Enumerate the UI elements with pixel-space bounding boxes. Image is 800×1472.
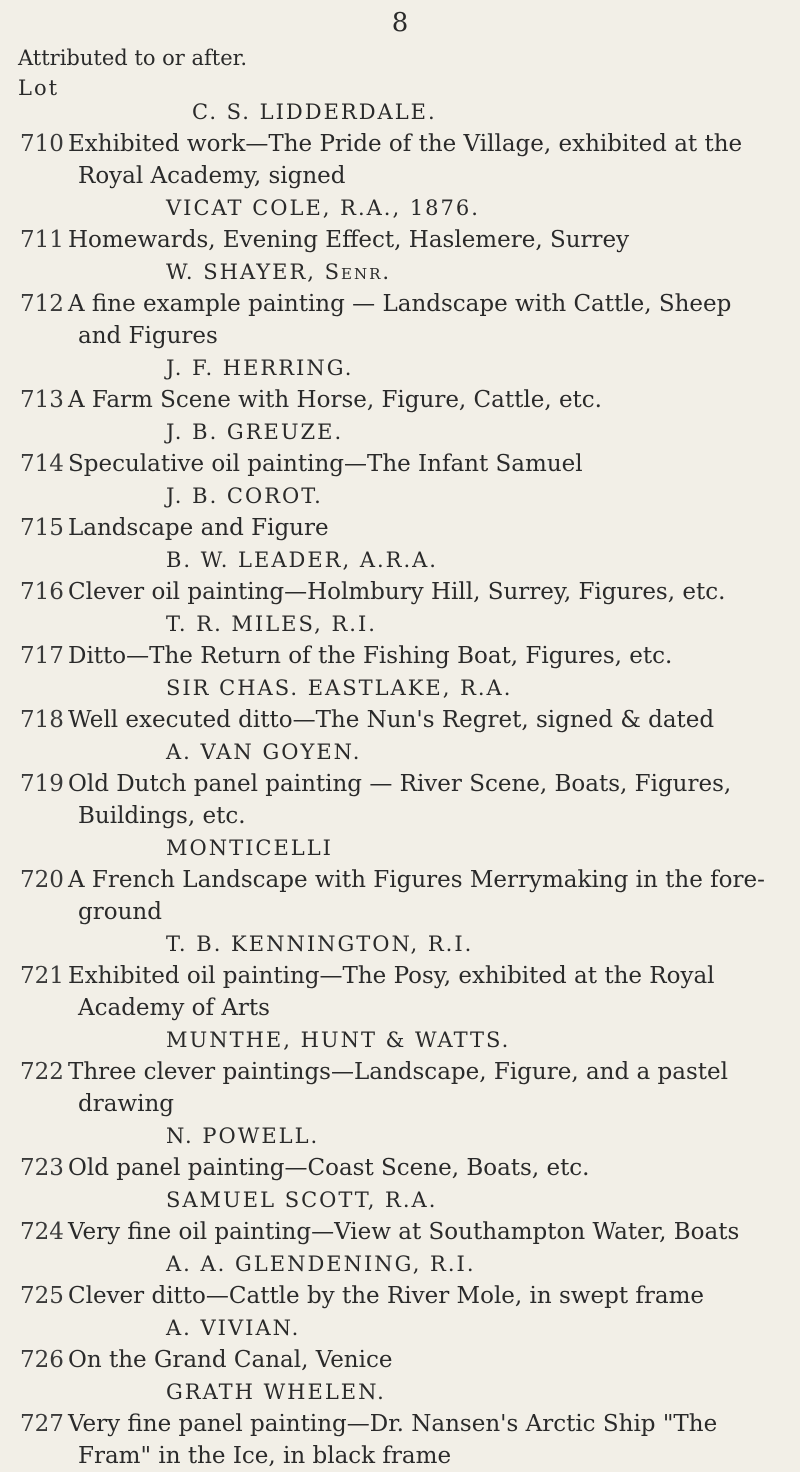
lot-description [68, 512, 790, 544]
lot-artist: MUNTHE, HUNT & WATTS. [166, 1028, 511, 1052]
lot-description [68, 1344, 790, 1376]
lot-description-line: Clever ditto—Cattle by the River Mole, in swept frame [68, 1283, 705, 1309]
lot-artist: J. B. COROT. [166, 484, 323, 508]
lot-description-line: Very fine panel painting—Dr. Nansen's Arctic Ship "The [68, 1411, 718, 1437]
lot-artist: T. R. MILES, R.I. [166, 612, 377, 636]
lot-entry [20, 1280, 790, 1312]
lot-description-line: A Farm Scene with Horse, Figure, Cattle, etc. [68, 387, 602, 413]
lot-number: 725 [20, 1283, 64, 1309]
lot-artist: J. B. GREUZE. [166, 420, 344, 444]
lot-artist: T. B. KENNINGTON, R.I. [166, 932, 474, 956]
lot-description [68, 864, 790, 928]
lot-description-line: Speculative oil painting—The Infant Samuel [68, 451, 583, 477]
lot-description-line: Old panel painting—Coast Scene, Boats, etc. [68, 1155, 590, 1181]
lot-description-line: A fine example painting — Landscape with Cattle, Sheep [68, 291, 732, 317]
lot-description [68, 224, 790, 256]
lot-number: 715 [20, 515, 64, 541]
lot-description [68, 1280, 790, 1312]
lot-description-line: Buildings, etc. [78, 803, 246, 829]
lot-description-line: Homewards, Evening Effect, Haslemere, Surrey [68, 227, 630, 253]
lot-artist: B. W. LEADER, A.R.A. [166, 548, 438, 572]
lot-number: 727 [20, 1411, 64, 1437]
lot-number: 714 [20, 451, 64, 477]
lot-number: 724 [20, 1219, 64, 1245]
lot-entry [20, 1152, 790, 1184]
lot-artist: C. S. LIDDERDALE. [192, 100, 437, 124]
lot-number: 721 [20, 963, 64, 989]
lot-description [68, 960, 790, 1024]
lot-description-line: drawing [78, 1091, 175, 1117]
lot-entry [20, 384, 790, 416]
lot-artist: A. VIVIAN. [166, 1316, 301, 1340]
lot-description-line: Three clever paintings—Landscape, Figure, and a pastel [68, 1059, 728, 1085]
lot-artist: W. SHAYER, Senr. [166, 260, 392, 284]
lot-artist: GRATH WHELEN. [166, 1380, 386, 1404]
lot-entry [20, 576, 790, 608]
lot-number: 720 [20, 867, 64, 893]
lot-number: 719 [20, 771, 64, 797]
lot-artist: A. VAN GOYEN. [166, 740, 362, 764]
lot-description [68, 128, 790, 192]
lot-description [68, 768, 790, 832]
lot-entry [20, 1408, 790, 1472]
lot-description [68, 704, 790, 736]
lot-entry [20, 640, 790, 672]
lot-artist: MONTICELLI [166, 836, 333, 860]
lot-artist: SIR CHAS. EASTLAKE, R.A. [166, 676, 513, 700]
lot-number: 711 [20, 227, 64, 253]
lot-description [68, 1216, 790, 1248]
lot-description-line: Exhibited work—The Pride of the Village, exhibited at the [68, 131, 743, 157]
lot-artist: SAMUEL SCOTT, R.A. [166, 1188, 438, 1212]
lot-description-line: Fram" in the Ice, in black frame [78, 1443, 452, 1469]
lot-description [68, 640, 790, 672]
lot-description-line: and Figures [78, 323, 218, 349]
lot-entry [20, 704, 790, 736]
catalogue-header [18, 43, 247, 103]
lot-entry [20, 224, 790, 256]
lot-artist: A. A. GLENDENING, R.I. [166, 1252, 476, 1276]
lot-entry [20, 960, 790, 1024]
lot-description-line: Well executed ditto—The Nun's Regret, signed & dated [68, 707, 715, 733]
lot-description-line: Very fine oil painting—View at Southampton Water, Boats [68, 1219, 740, 1245]
lot-number: 713 [20, 387, 64, 413]
lot-number: 723 [20, 1155, 64, 1181]
lot-entry [20, 1056, 790, 1120]
attribution-heading: Attributed to or after. [18, 46, 248, 70]
lot-artist: N. POWELL. [166, 1124, 320, 1148]
lot-description-line: Ditto—The Return of the Fishing Boat, Figures, etc. [68, 643, 673, 669]
lot-description [68, 1152, 790, 1184]
lot-entry [20, 1216, 790, 1248]
lot-description-line: Landscape and Figure [68, 515, 329, 541]
lot-description-line: Academy of Arts [78, 995, 270, 1021]
lot-entry [20, 864, 790, 928]
lot-list [20, 96, 790, 1472]
lot-entry [20, 288, 790, 352]
lot-entry [20, 128, 790, 192]
page-number: 8 [391, 8, 409, 38]
lot-description-line: Royal Academy, signed [78, 163, 346, 189]
lot-number: 712 [20, 291, 64, 317]
lot-description [68, 1408, 790, 1472]
lot-entry [20, 448, 790, 480]
lot-description-line: Exhibited oil painting—The Posy, exhibited at the Royal [68, 963, 715, 989]
lot-description-line: On the Grand Canal, Venice [68, 1347, 393, 1373]
lot-number: 722 [20, 1059, 64, 1085]
lot-description [68, 384, 790, 416]
lot-number: 717 [20, 643, 64, 669]
lot-description [68, 448, 790, 480]
lot-description-line: A French Landscape with Figures Merrymaking in the fore- [68, 867, 765, 893]
lot-description-line: ground [78, 899, 162, 925]
lot-number: 726 [20, 1347, 64, 1373]
lot-column-label: Lot [18, 76, 60, 100]
lot-description [68, 1056, 790, 1120]
lot-entry [20, 512, 790, 544]
lot-description [68, 288, 790, 352]
lot-number: 710 [20, 131, 64, 157]
lot-artist: J. F. HERRING. [166, 356, 354, 380]
lot-description-line: Clever oil painting—Holmbury Hill, Surrey, Figures, etc. [68, 579, 726, 605]
lot-description-line: Old Dutch panel painting — River Scene, Boats, Figures, [68, 771, 732, 797]
lot-entry [20, 1344, 790, 1376]
lot-number: 718 [20, 707, 64, 733]
lot-number: 716 [20, 579, 64, 605]
lot-artist: VICAT COLE, R.A., 1876. [166, 196, 480, 220]
lot-description [68, 576, 790, 608]
lot-entry [20, 768, 790, 832]
